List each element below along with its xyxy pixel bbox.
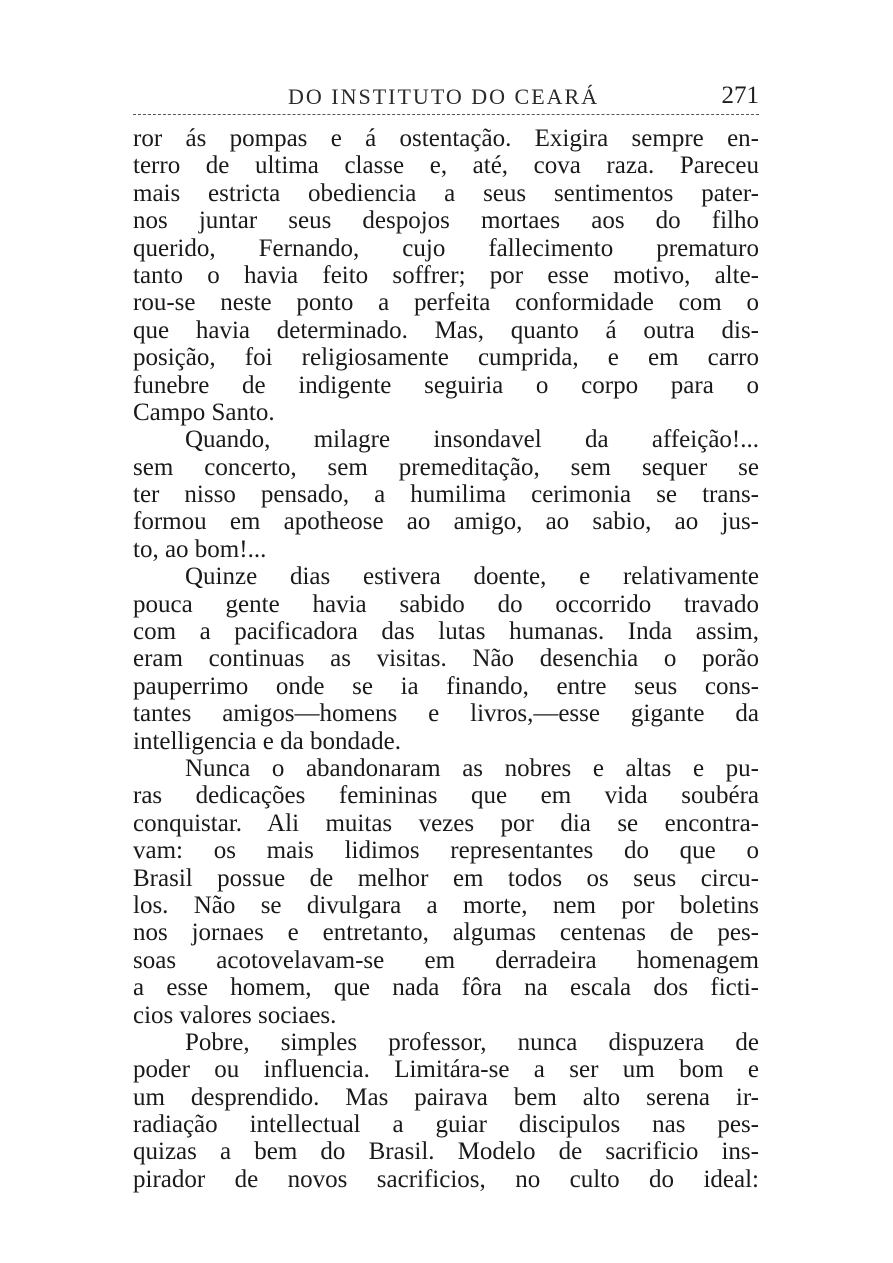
text-line: to, ao bom!... bbox=[133, 535, 267, 563]
text-line: Pobre, simples professor, nunca dispuzera de bbox=[185, 1028, 759, 1056]
text-line: um desprendido. Mas pairava bem alto serena ir- bbox=[133, 1083, 759, 1111]
text-line: cios valores sociaes. bbox=[133, 1001, 337, 1029]
text-line: radiação intellectual a guiar discipulos nas pes- bbox=[133, 1111, 759, 1139]
running-head bbox=[133, 80, 759, 115]
page-number: 271 bbox=[721, 82, 759, 109]
text-line: los. Não se divulgara a morte, nem por boletins bbox=[133, 891, 759, 919]
text-line: pauperrimo onde se ia finando, entre seus cons- bbox=[133, 672, 759, 700]
text-line: poder ou influencia. Limitára-se a ser um bom e bbox=[133, 1056, 759, 1084]
text-line: rou-se neste ponto a perfeita conformidade com o bbox=[133, 289, 759, 317]
text-line: Campo Santo. bbox=[133, 398, 275, 426]
text-line: tanto o havia feito soffrer; por esse motivo, alte- bbox=[133, 261, 759, 289]
text-line: formou em apotheose ao amigo, ao sabio, ao jus- bbox=[133, 508, 759, 536]
text-line: ror ás pompas e á ostentação. Exigira sempre en- bbox=[133, 125, 759, 152]
text-line: funebre de indigente seguiria o corpo para o bbox=[133, 371, 759, 399]
text-line: ter nisso pensado, a humilima cerimonia se trans- bbox=[133, 481, 759, 509]
text-line: nos juntar seus despojos mortaes aos do filho bbox=[133, 207, 759, 235]
text-line: com a pacificadora das lutas humanas. Inda assim, bbox=[133, 618, 759, 646]
text-line: intelligencia e da bondade. bbox=[133, 727, 401, 755]
text-line: Brasil possue de melhor em todos os seus circu- bbox=[133, 864, 759, 892]
text-line: Nunca o abandonaram as nobres e altas e pu- bbox=[185, 754, 759, 782]
text-line: a esse homem, que nada fôra na escala dos ficti- bbox=[133, 974, 759, 1002]
text-line: querido, Fernando, cujo fallecimento prematuro bbox=[133, 234, 759, 262]
text-line: eram continuas as visitas. Não desenchia o porão bbox=[133, 645, 759, 673]
text-line: quizas a bem do Brasil. Modelo de sacrificio ins- bbox=[133, 1138, 759, 1166]
text-line: soas acotovelavam-se em derradeira homenagem bbox=[133, 946, 759, 974]
book-page bbox=[133, 80, 759, 1193]
text-line: mais estricta obediencia a seus sentimentos pater- bbox=[133, 179, 759, 207]
body-text bbox=[133, 125, 759, 1193]
text-line: terro de ultima classe e, até, cova raza. Pareceu bbox=[133, 152, 759, 180]
text-line: Quinze dias estivera doente, e relativamente bbox=[185, 563, 759, 591]
text-line: nos jornaes e entretanto, algumas centenas de pes- bbox=[133, 919, 759, 947]
text-line: posição, foi religiosamente cumprida, e em carro bbox=[133, 344, 759, 372]
text-line: tantes amigos—homens e livros,—esse gigante da bbox=[133, 700, 759, 728]
running-title: DO INSTITUTO DO CEARÁ bbox=[288, 84, 600, 109]
text-line: pouca gente havia sabido do occorrido travado bbox=[133, 590, 759, 618]
text-line: que havia determinado. Mas, quanto á outra dis- bbox=[133, 316, 759, 344]
text-line: conquistar. Ali muitas vezes por dia se encontra- bbox=[133, 809, 759, 837]
text-line: ras dedicações femininas que em vida soubéra bbox=[133, 782, 759, 810]
text-line: pirador de novos sacrificios, no culto do ideal: bbox=[133, 1165, 759, 1193]
text-line: vam: os mais lidimos representantes do que o bbox=[133, 837, 759, 865]
text-line: Quando, milagre insondavel da affeição!... bbox=[185, 426, 759, 454]
text-line: sem concerto, sem premeditação, sem sequer se bbox=[133, 453, 759, 481]
